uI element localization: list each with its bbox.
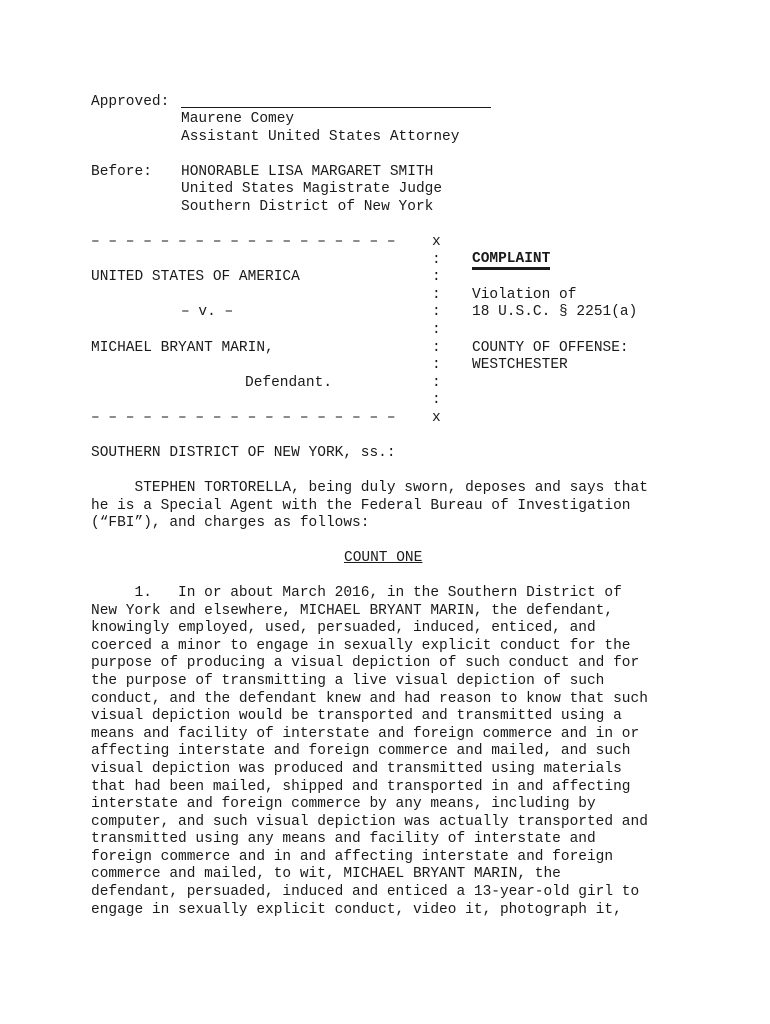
intro-line: he is a Special Agent with the Federal Bureau of Investigation bbox=[91, 498, 631, 514]
paragraph-line: commerce and mailed, to wit, MICHAEL BRYANT MARIN, the bbox=[91, 866, 561, 882]
versus-text: – v. – bbox=[181, 304, 234, 320]
caption-colon: : bbox=[432, 252, 441, 268]
county-label: COUNTY OF OFFENSE: bbox=[472, 340, 629, 356]
intro-line: STEPHEN TORTORELLA, being duly sworn, deposes and says that bbox=[91, 480, 648, 496]
approver-name: Maurene Comey bbox=[181, 111, 295, 127]
caption-top-x: x bbox=[432, 234, 441, 250]
county-value: WESTCHESTER bbox=[472, 357, 568, 373]
approver-title: Assistant United States Attorney bbox=[181, 129, 460, 145]
paragraph-line: engage in sexually explicit conduct, video it, photograph it, bbox=[91, 902, 622, 918]
judge-name: HONORABLE LISA MARGARET SMITH bbox=[181, 164, 434, 180]
caption-colon: : bbox=[432, 269, 441, 285]
violation-label: Violation of bbox=[472, 287, 577, 303]
caption-colon: : bbox=[432, 322, 441, 338]
caption-top-dashes: – – – – – – – – – – – – – – – – – – bbox=[91, 234, 396, 250]
caption-colon: : bbox=[432, 392, 441, 408]
caption-colon: : bbox=[432, 340, 441, 356]
paragraph-line: knowingly employed, used, persuaded, induced, enticed, and bbox=[91, 620, 596, 636]
before-label: Before: bbox=[91, 164, 152, 180]
paragraph-line: defendant, persuaded, induced and enticed a 13-year-old girl to bbox=[91, 884, 640, 900]
paragraph-line: 1. In or about March 2016, in the Southern District of bbox=[91, 585, 622, 601]
caption-colon: : bbox=[432, 287, 441, 303]
judge-title: United States Magistrate Judge bbox=[181, 181, 443, 197]
paragraph-line: coerced a minor to engage in sexually explicit conduct for the bbox=[91, 638, 631, 654]
caption-colon: : bbox=[432, 357, 441, 373]
violation-statute: 18 U.S.C. § 2251(a) bbox=[472, 304, 638, 320]
caption-bottom-dashes: – – – – – – – – – – – – – – – – – – bbox=[91, 410, 396, 426]
paragraph-line: the purpose of transmitting a live visual depiction of such bbox=[91, 673, 605, 689]
paragraph-line: visual depiction would be transported and transmitted using a bbox=[91, 708, 622, 724]
count-heading: COUNT ONE bbox=[344, 550, 423, 566]
paragraph-line: interstate and foreign commerce by any means, including by bbox=[91, 796, 596, 812]
approved-label: Approved: bbox=[91, 94, 170, 110]
paragraph-line: computer, and such visual depiction was actually transported and bbox=[91, 814, 648, 830]
paragraph-line: means and facility of interstate and foreign commerce and in or bbox=[91, 726, 640, 742]
caption-colon: : bbox=[432, 375, 441, 391]
defendant-name: MICHAEL BRYANT MARIN, bbox=[91, 340, 274, 356]
defendant-role: Defendant. bbox=[245, 375, 333, 391]
caption-colon: : bbox=[432, 304, 441, 320]
paragraph-line: visual depiction was produced and transmitted using materials bbox=[91, 761, 622, 777]
paragraph-line: New York and elsewhere, MICHAEL BRYANT MARIN, the defendant, bbox=[91, 603, 614, 619]
caption-bottom-x: x bbox=[432, 410, 441, 426]
paragraph-line: transmitted using any means and facility of interstate and bbox=[91, 831, 596, 847]
complaint-heading: COMPLAINT bbox=[472, 252, 550, 270]
paragraph-line: that had been mailed, shipped and transported in and affecting bbox=[91, 779, 631, 795]
plaintiff-name: UNITED STATES OF AMERICA bbox=[91, 269, 300, 285]
paragraph-line: foreign commerce and in and affecting interstate and foreign bbox=[91, 849, 614, 865]
judge-district: Southern District of New York bbox=[181, 199, 434, 215]
paragraph-line: conduct, and the defendant knew and had reason to know that such bbox=[91, 691, 648, 707]
signature-line bbox=[181, 107, 491, 108]
paragraph-line: purpose of producing a visual depiction of such conduct and for bbox=[91, 655, 640, 671]
venue-line: SOUTHERN DISTRICT OF NEW YORK, ss.: bbox=[91, 445, 396, 461]
paragraph-line: affecting interstate and foreign commerce and mailed, and such bbox=[91, 743, 631, 759]
intro-line: (“FBI”), and charges as follows: bbox=[91, 515, 370, 531]
